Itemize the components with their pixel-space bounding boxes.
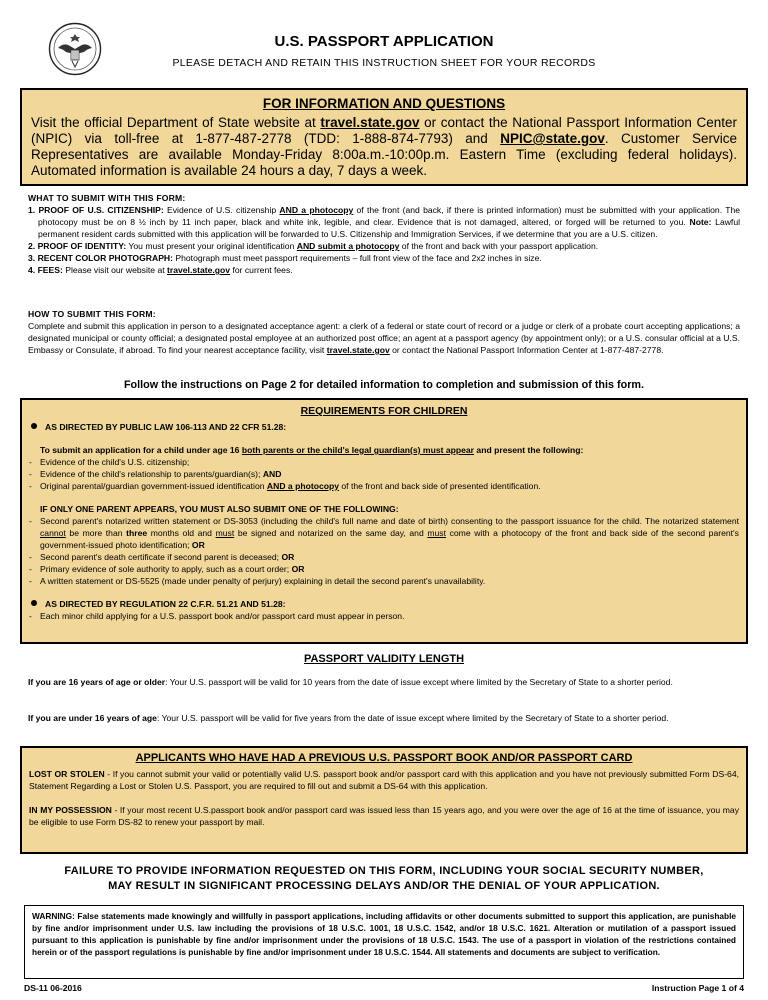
validity-label: If you are 16 years of age or older: [28, 677, 166, 687]
validity-title: PASSPORT VALIDITY LENGTH: [303, 653, 465, 665]
both-parents-heading: [40, 444, 739, 456]
item-label: PROOF OF U.S. CITIZENSHIP:: [38, 205, 164, 215]
what-to-submit-section: [28, 192, 740, 276]
public-law-text: AS DIRECTED BY PUBLIC LAW 106-113 AND 22 CFR 51.28:: [45, 422, 287, 432]
page-number: Instruction Page 1 of 4: [651, 983, 744, 993]
regulation-list: [29, 610, 739, 622]
list-item: [29, 480, 739, 492]
lost-stolen-paragraph: [29, 768, 739, 792]
validity-text: : Your U.S. passport will be valid for five years from the date of issue except where limited by the Secretary of State to a shorter period.: [156, 713, 669, 723]
failure-line-1: FAILURE TO PROVIDE INFORMATION REQUESTED ON THIS FORM, INCLUDING YOUR SOCIAL SECURITY NUMBER,: [64, 865, 704, 877]
item-text: Photograph must meet passport requirements – full front view of the face and 2x2 inches in size.: [173, 253, 542, 263]
list-emphasis: must: [427, 528, 446, 538]
paragraph-label: LOST OR STOLEN: [29, 769, 105, 779]
failure-notice: [0, 864, 768, 894]
list-text: Primary evidence of sole authority to apply, such as a court order;: [40, 564, 292, 574]
item-text: of the front and back with your passport application.: [399, 241, 599, 251]
validity-minor: [28, 712, 740, 724]
list-item: [29, 610, 739, 622]
list-text: come with a photocopy of the front and back side of the second parent's government-issued photo identification;: [40, 528, 739, 550]
regulation-text: AS DIRECTED BY REGULATION 22 C.F.R. 51.21 AND 51.28:: [45, 599, 286, 609]
list-item: [29, 563, 739, 575]
one-parent-heading: IF ONLY ONE PARENT APPEARS, YOU MUST ALSO SUBMIT ONE OF THE FOLLOWING:: [40, 504, 399, 514]
previous-passport-box: [20, 746, 748, 854]
list-item: [29, 551, 739, 563]
list-item: [28, 204, 740, 240]
list-emphasis: OR: [281, 552, 295, 562]
item-note-label: Note:: [689, 217, 712, 227]
item-emphasis: AND a photocopy: [279, 205, 354, 215]
how-text-2: or contact the National Passport Information Center at 1-877-487-2778.: [389, 345, 664, 355]
list-item: [29, 468, 739, 480]
paragraph-label: IN MY POSSESSION: [29, 805, 112, 815]
info-box-title: FOR INFORMATION AND QUESTIONS: [262, 96, 506, 111]
npic-email-link[interactable]: NPIC@state.gov: [500, 131, 605, 146]
how-text-1: Complete and submit this application in person to a designated acceptance agent: a clerk of a federal or state court of record or a judge or clerk of a probate court accepting applications; a designated municipal or county official; a designated postal employee at an authorized post office; an agent at a passport agency (by appointment only); or a U.S. consular official at a U.S. Embassy or Consulate, if abroad. To find your nearest acceptance facility, visit: [28, 321, 740, 355]
validity-text: : Your U.S. passport will be valid for 10 years from the date of issue except where limited by the Secretary of State to a shorter period.: [165, 677, 673, 687]
list-emphasis: must: [215, 528, 235, 538]
acceptance-facility-link[interactable]: travel.state.gov: [326, 345, 390, 355]
item-number: 3.: [28, 253, 36, 263]
sub-text: To submit an application for a child under age 16: [40, 445, 242, 455]
bullet-icon: [31, 600, 37, 606]
list-item: [29, 575, 739, 587]
failure-line-2: MAY RESULT IN SIGNIFICANT PROCESSING DELAYS AND/OR THE DENIAL OF YOUR APPLICATION.: [108, 880, 660, 892]
what-to-submit-heading: WHAT TO SUBMIT WITH THIS FORM:: [28, 193, 186, 203]
validity-adult: [28, 676, 740, 688]
list-text: months old and: [147, 528, 216, 538]
fees-link[interactable]: travel.state.gov: [167, 265, 231, 275]
list-text: Each minor child applying for a U.S. passport book and/or passport card must appear in person.: [40, 611, 405, 621]
item-text: for current fees.: [230, 265, 293, 275]
list-item: [28, 240, 740, 252]
previous-box-title: APPLICANTS WHO HAVE HAD A PREVIOUS U.S. PASSPORT BOOK AND/OR PASSPORT CARD: [135, 752, 633, 764]
info-text-3: . Customer Service Representatives are available Monday-Friday 8:00a.m.-10:00p.m. Eastern Time (excluding federal holidays). Automated information is available 24 hours a day, 7 days a week.: [31, 131, 737, 178]
in-possession-paragraph: [29, 804, 739, 828]
list-text: Original parental/guardian government-issued identification: [40, 481, 267, 491]
children-requirements-box: [20, 398, 748, 644]
list-emphasis: OR: [191, 540, 205, 550]
public-law-heading: [31, 421, 739, 433]
list-emphasis: AND: [262, 469, 282, 479]
warning-box: WARNING: False statements made knowingly and willfully in passport applications, including affidavits or other documents submitted to support this application, are punishable by fine and/or imprisonment under U.S. law including the provisions of 18 U.S.C. 1001, 18 U.S.C. 1542, and/or 18 U.S.C. 1621. Alteration or mutilation of a passport issued pursuant to this application is punishable by fine and/or imprisonment under the provisions of 18 U.S.C. 1543. The use of a passport in violation of the restrictions contained herein or of the passport regulations is punishable by fine and/or imprisonment under 18 U.S.C. 1544. All statements and documents are subject to verification.: [24, 905, 744, 979]
how-to-submit-text: [28, 320, 740, 356]
both-parents-list: [29, 456, 739, 492]
item-label: FEES:: [37, 265, 63, 275]
list-text: Evidence of the child's U.S. citizenship;: [40, 457, 190, 467]
info-box: [20, 88, 748, 186]
list-emphasis: cannot: [40, 528, 66, 538]
list-text: Evidence of the child's relationship to parents/guardian(s);: [40, 469, 263, 479]
sub-text: and present the following:: [474, 445, 584, 455]
info-text-2: or contact the National Passport Information Center (NPIC) via toll-free at 1-877-487-2778 (TDD: 1-888-874-7793) and: [31, 115, 737, 146]
follow-instructions-note: Follow the instructions on Page 2 for detailed information to completion and submission of this form.: [123, 379, 645, 391]
bullet-icon: [31, 423, 37, 429]
paragraph-text: - If your most recent U.S.passport book and/or passport card was issued less than 15 years ago, and you were over the age of 16 at the time of issuance, you may be eligible to use Form DS-82 to renew your passport by mail.: [29, 805, 739, 827]
list-text: Second parent's notarized written statement or DS-3053 (including the child's full name and date of birth) consenting to the passport issuance for the child. The notarized statement: [40, 516, 739, 526]
item-label: PROOF OF IDENTITY:: [37, 241, 127, 251]
list-text: Second parent's death certificate if second parent is deceased;: [40, 552, 282, 562]
item-number: 2.: [28, 241, 36, 251]
item-text: Evidence of U.S. citizenship: [163, 205, 280, 215]
item-text: Lawful permanent resident cards submitted with this application will be forwarded to U.S. Citizenship and Immigration Services, if we determine that you are a U.S. citizen.: [38, 217, 741, 239]
list-item: [28, 264, 740, 276]
page-title: U.S. PASSPORT APPLICATION: [274, 33, 494, 50]
item-text: of the front (and back, if there is printed information) must be submitted with your application. The photocopy must be on 8 ½ inch by 11 inch paper, black and white ink, legible, and clear. Evidence that is not damaged, altered, or forged will be returned to you.: [38, 205, 741, 227]
item-emphasis: AND submit a photocopy: [296, 241, 400, 251]
page-subtitle: PLEASE DETACH AND RETAIN THIS INSTRUCTION SHEET FOR YOUR RECORDS: [172, 57, 596, 69]
one-parent-list: [29, 515, 739, 587]
item-label: RECENT COLOR PHOTOGRAPH:: [37, 253, 173, 263]
paragraph-text: - If you cannot submit your valid or potentially valid U.S. passport book and/or passport card with this application and you have not previously submitted Form DS-64, Statement Regarding a Lost or Stolen U.S. Passport, you are required to fill out and submit a DS-64 with this application.: [29, 769, 740, 791]
list-item: [28, 252, 740, 264]
item-text: Please visit our website at: [62, 265, 168, 275]
list-text: be signed and notarized on the same day, and: [234, 528, 428, 538]
list-emphasis: OR: [291, 564, 305, 574]
list-text: of the front and back side of presented identification.: [339, 481, 541, 491]
item-text: You must present your original identification: [126, 241, 297, 251]
item-number: 4.: [28, 265, 36, 275]
list-item: [29, 515, 739, 551]
info-text-1: Visit the official Department of State website at: [31, 115, 321, 130]
regulation-heading: [31, 598, 739, 610]
how-to-submit-heading: HOW TO SUBMIT THIS FORM:: [28, 309, 156, 319]
children-box-title: REQUIREMENTS FOR CHILDREN: [300, 405, 468, 417]
list-text: A written statement or DS-5525 (made under penalty of perjury) explaining in detail the second parent's unavailability.: [40, 576, 486, 586]
item-number: 1.: [28, 205, 36, 215]
sub-emphasis: both parents or the child's legal guardian(s) must appear: [241, 445, 475, 455]
info-box-text: [31, 115, 737, 179]
list-text: be more than: [65, 528, 127, 538]
form-id: DS-11 06-2016: [24, 983, 82, 993]
travel-state-link[interactable]: travel.state.gov: [320, 115, 420, 130]
how-to-submit-section: [28, 308, 740, 356]
submit-list: [28, 204, 740, 276]
validity-label: If you are under 16 years of age: [28, 713, 157, 723]
list-emphasis: AND a photocopy: [266, 481, 340, 491]
list-emphasis: three: [126, 528, 148, 538]
list-item: [29, 456, 739, 468]
